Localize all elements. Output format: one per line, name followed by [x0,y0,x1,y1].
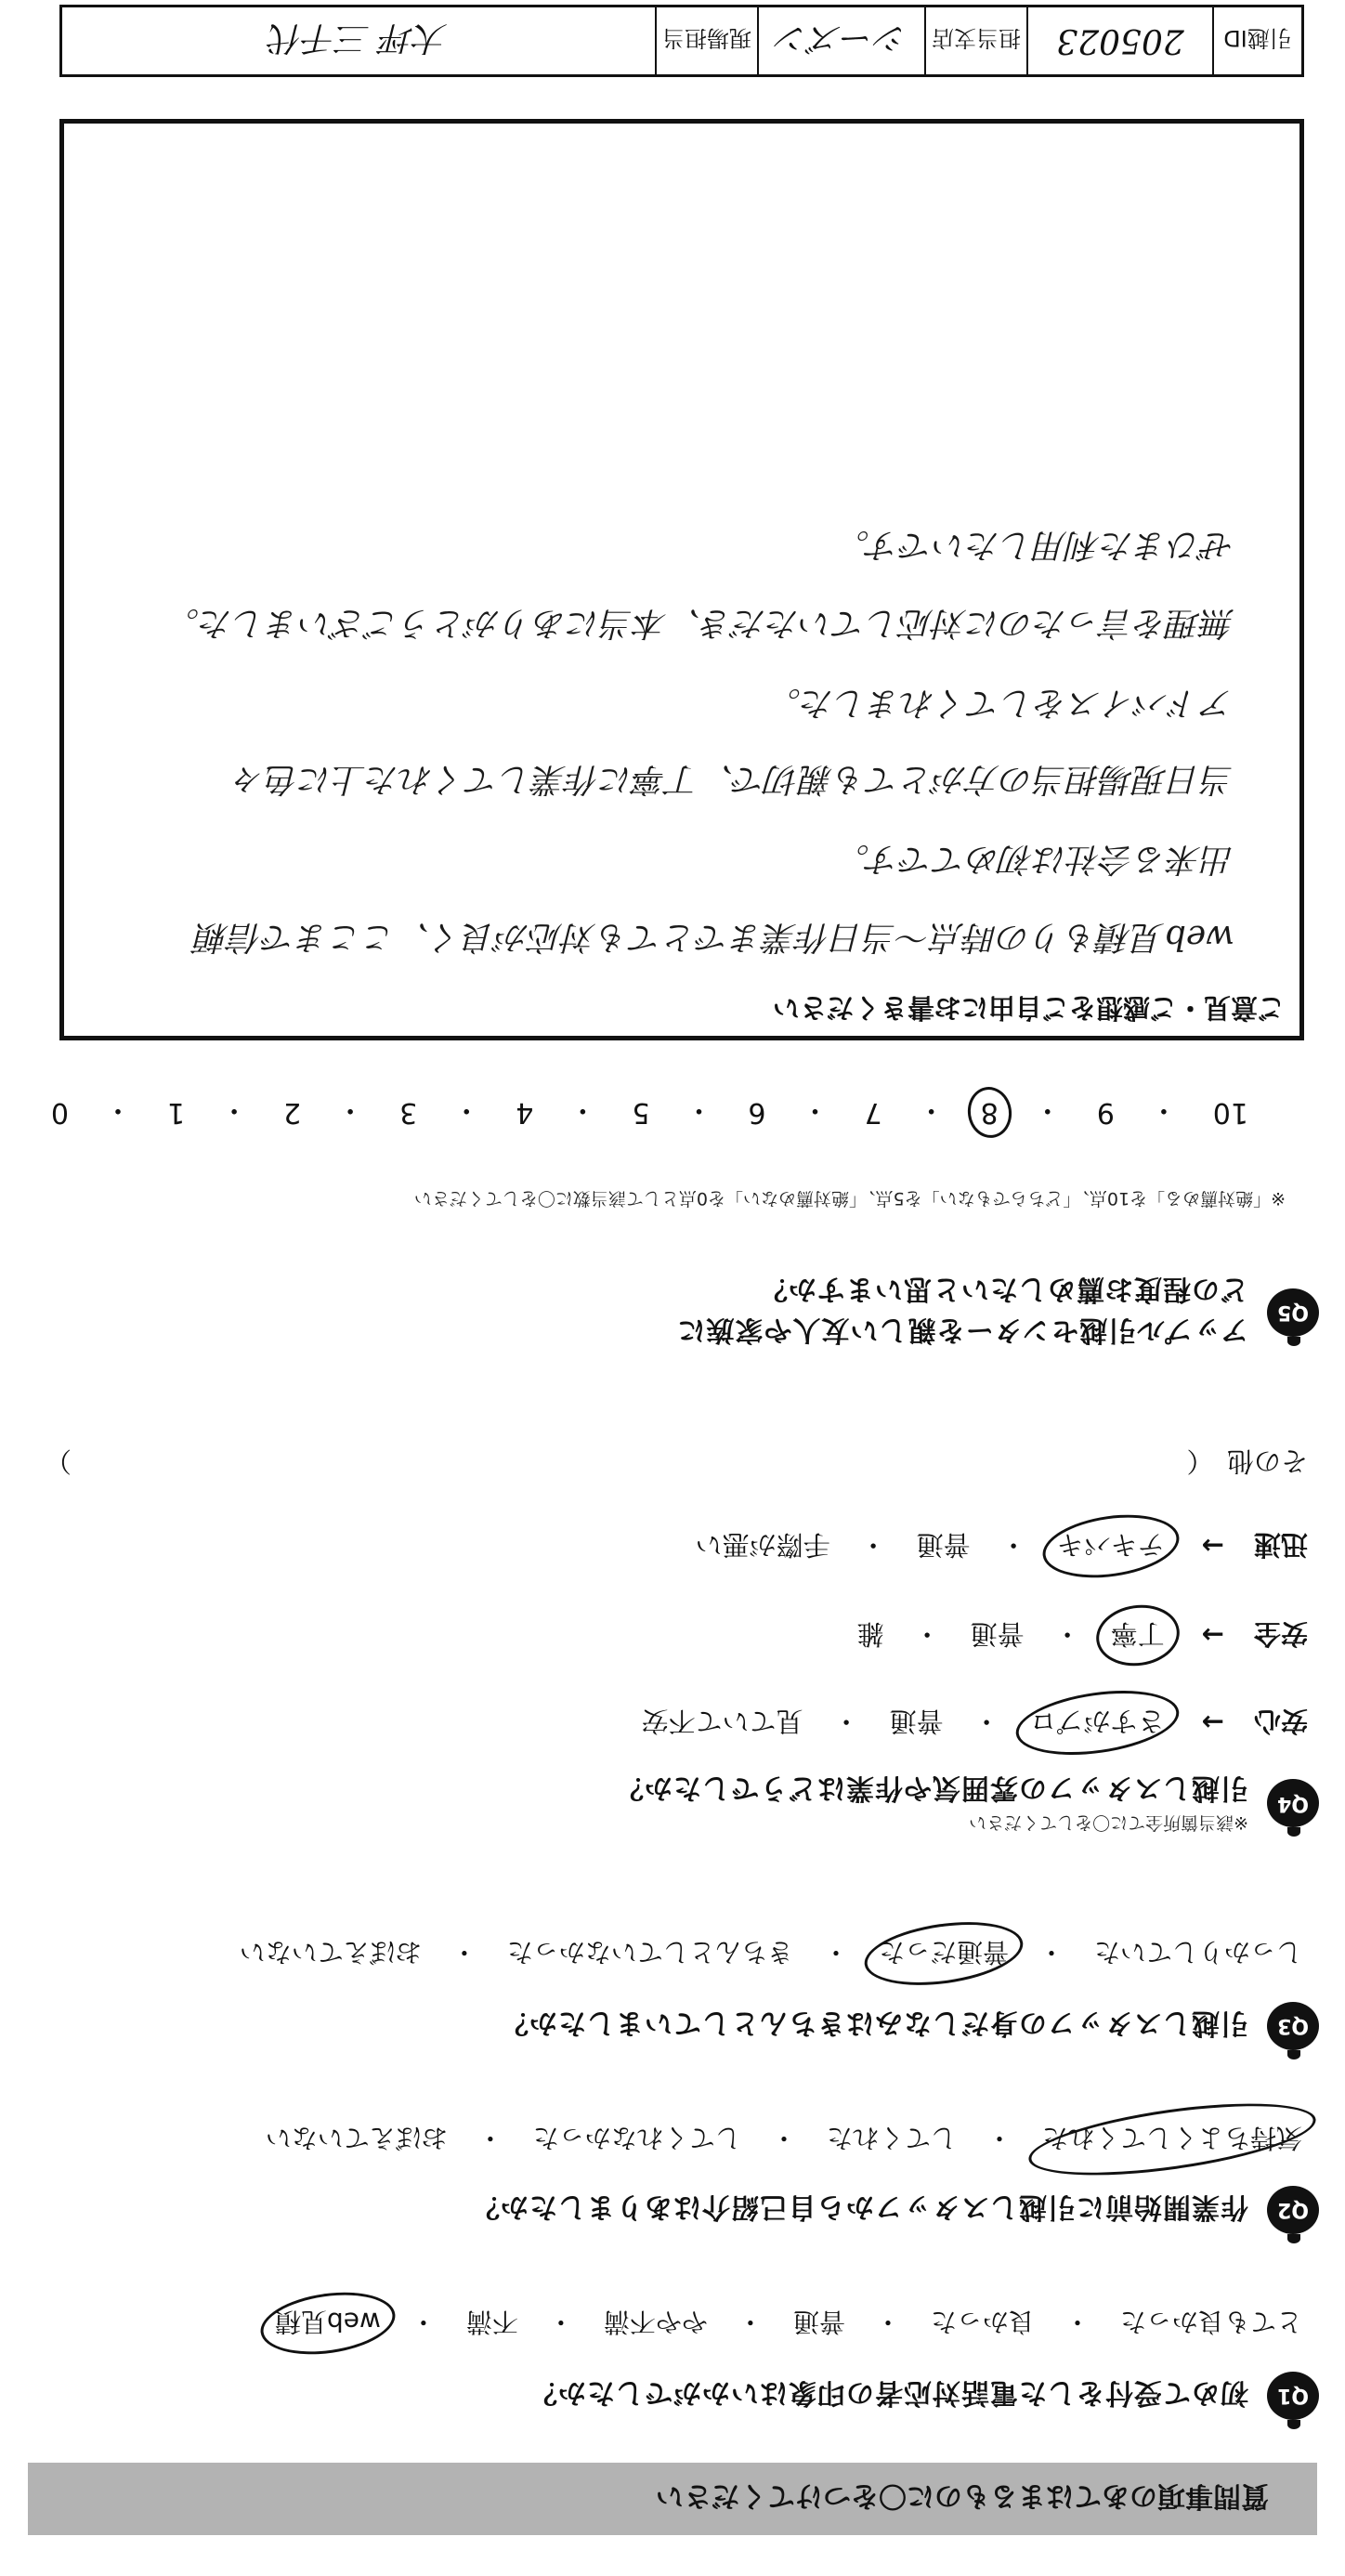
branch-value[interactable]: シーズン [757,7,924,74]
move-id-value[interactable]: 205023 [1026,7,1212,74]
q1-option[interactable]: 良かった [930,2307,1035,2337]
q4-other-label: その他 （ [1186,1445,1308,1477]
q3-option[interactable]: おぼえていない [239,1937,422,1968]
arrow-right-icon: → [1201,1619,1224,1652]
scale-number[interactable]: 10 [1212,1096,1248,1130]
q4-option[interactable]: 雑 [856,1618,884,1650]
arrow-right-icon: → [1201,1706,1224,1739]
scale-number[interactable]: 6 [748,1096,766,1130]
q2-question [471,2186,1319,2234]
q4-option[interactable]: 見ていて不安 [641,1706,803,1737]
q5-text-line1: アップル引越センターを親しい友人や家族に [676,1314,1248,1346]
q4-question [615,1771,1319,1837]
q4-row-label: 迅速 [1253,1529,1308,1561]
q1-text: 初めて受付をした電話対応者の印象はいかがでしたか？ [529,2376,1248,2409]
q1-badge-icon: Q1 [1267,2372,1319,2420]
arrow-right-icon: → [1201,1530,1224,1563]
q2-option[interactable]: おぼえていない [265,2123,448,2153]
scale-number[interactable]: 5 [632,1096,650,1130]
q4-option-selected[interactable]: さすがプロ [1025,1702,1170,1744]
q2-badge-icon: Q2 [1267,2186,1319,2234]
q4-option[interactable]: 普通 [970,1618,1025,1650]
q4-option[interactable]: 普通 [889,1706,944,1737]
q5-note: ※「絶対薦める」を10点、「どちらでもない」を5点、「絶対薦めない」を0点として該当数に〇をしてください [413,1188,1286,1209]
q4-row-anshin: 安心 → さすがプロ ・ 普通 ・ 見ていて不安 [636,1702,1308,1744]
q5-question [677,1272,1320,1353]
comment-line: 無理を言ったのに対応していただき、本当にありがとうございました。 [165,604,1234,642]
q3-option[interactable]: きちんとしていなかった [506,1937,793,1968]
q3-option-selected[interactable]: 普通だった [873,1933,1014,1974]
q2-option[interactable]: してくれなかった [532,2123,741,2153]
q1-option[interactable]: 不満 [465,2307,518,2337]
q3-option[interactable]: しっかりしていた [1093,1937,1302,1968]
q5-scale: 10 ・ 9 ・ 8 ・ 7 ・ 6 ・ 5 ・ 4 ・ 3 ・ 2 ・ 1 ・ 0 [47,1092,1252,1133]
comment-line: 出来る会社は初めてです。 [835,840,1234,878]
q3-badge-icon: Q3 [1267,2002,1319,2050]
comment-box[interactable] [59,119,1304,1040]
q5-badge-icon: Q5 [1267,1288,1319,1337]
q4-other-close: ） [45,1445,72,1477]
q2-options: 気持ちよくしてくれた ・ してくれた ・ してくれなかった ・ おぼえていない [260,2119,1308,2160]
q1-option-selected[interactable]: web見積 [269,2303,386,2344]
site-manager-value[interactable]: 大坪 三千代 [269,19,448,58]
scale-number[interactable]: 1 [166,1096,186,1130]
move-id-label: 引越ID [1212,7,1301,74]
q1-option[interactable]: やや不満 [603,2307,708,2337]
q1-question [529,2372,1319,2420]
scale-number[interactable]: 9 [1096,1096,1115,1130]
scale-number[interactable]: 4 [516,1096,534,1130]
scale-number-selected[interactable]: 8 [977,1097,1002,1130]
scale-number[interactable]: 0 [50,1096,69,1130]
site-manager-label: 現場担当 [655,7,757,74]
comment-title: ご意見・ご感想をご自由にお書きください [772,992,1285,1024]
q4-row-anzen: 安全 → 丁寧 ・ 普通 ・ 雑 [852,1615,1308,1656]
q4-row-label: 安心 [1253,1706,1308,1737]
q2-option[interactable]: してくれた [826,2123,957,2153]
q4-row-label: 安全 [1253,1618,1308,1650]
instruction-text: 質問事項のあてはまるものに〇をつけてください [656,2479,1269,2512]
move-id-table [59,5,1304,77]
scale-number[interactable]: 3 [399,1096,418,1130]
q4-other-row [45,1444,1308,1482]
q2-option-selected[interactable]: 気持ちよくしてくれた [1037,2119,1308,2160]
q1-option[interactable]: とても良かった [1119,2307,1302,2337]
q1-options: とても良かった ・ 良かった ・ 普通 ・ やや不満 ・ 不満 ・ web見積 [269,2303,1308,2344]
instruction-banner [28,2463,1317,2535]
branch-label: 担当支店 [924,7,1026,74]
q1-option[interactable]: 普通 [792,2307,845,2337]
comment-line: アドバイスをしてくれました。 [767,684,1234,722]
comment-line: web見積もりの時点〜当日作業までとても対応が良く、ここまで信頼 [195,918,1234,956]
comment-line: 当日現場担当の方がとても親切で、丁寧に作業してくれた上に色々 [231,760,1234,798]
q4-option[interactable]: 手際が悪い [695,1529,830,1561]
q4-option-selected[interactable]: テキパキ [1051,1525,1170,1567]
scale-number[interactable]: 2 [283,1096,302,1130]
q4-badge-icon: Q4 [1267,1780,1319,1828]
scale-number[interactable]: 7 [864,1096,882,1130]
q3-options: しっかりしていた ・ 普通だった ・ きちんとしていなかった ・ おぼえていない [234,1933,1308,1974]
q3-text: 引越しスタッフの身だしなみはきちんとしていましたか？ [500,2007,1248,2039]
q2-text: 作業開始前に引越しスタッフから自己紹介はありましたか？ [471,2190,1248,2223]
comment-line: ぜひまた利用したいです。 [835,526,1234,564]
q4-note: ※該当箇所全てに〇をしてください [969,1812,1248,1833]
q4-text: 引越しスタッフの雰囲気や作業はどうでしたか？ [615,1772,1248,1804]
q5-text-line2: どの程度お薦めしたいと思いますか？ [759,1273,1248,1305]
q4-row-jinsoku: 迅速 → テキパキ ・ 普通 ・ 手際が悪い [690,1525,1308,1567]
q3-question [500,2002,1319,2050]
q4-option-selected[interactable]: 丁寧 [1105,1615,1170,1656]
q4-option[interactable]: 普通 [916,1529,971,1561]
